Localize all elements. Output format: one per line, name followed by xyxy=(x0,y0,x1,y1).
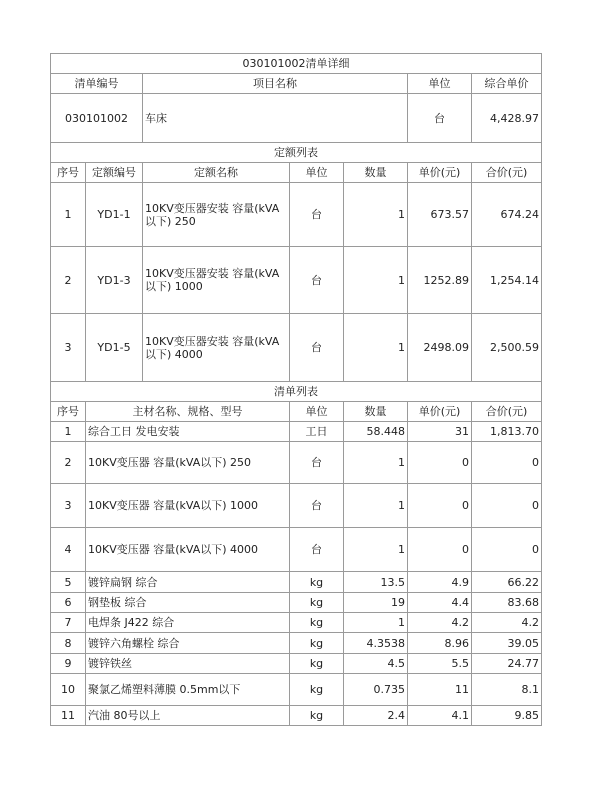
quota-row xyxy=(51,314,542,382)
material-qty: 0.735 xyxy=(344,674,408,706)
material-qty: 4.3538 xyxy=(344,633,408,654)
item-code: 030101002 xyxy=(51,94,143,143)
material-name: 10KV变压器 容量(kVA以下) 1000 xyxy=(86,484,290,528)
material-qty: 1 xyxy=(344,484,408,528)
bill-row xyxy=(51,654,542,674)
quota-code: YD1-1 xyxy=(86,183,143,247)
row-number: 11 xyxy=(51,706,86,726)
material-price: 8.96 xyxy=(408,633,472,654)
row-number: 4 xyxy=(51,528,86,572)
row-number: 6 xyxy=(51,593,86,613)
material-name: 10KV变压器 容量(kVA以下) 4000 xyxy=(86,528,290,572)
material-price: 0 xyxy=(408,442,472,484)
material-qty: 1 xyxy=(344,442,408,484)
material-unit: 工日 xyxy=(290,422,344,442)
material-name: 镀锌扁钢 综合 xyxy=(86,572,290,593)
material-name: 10KV变压器 容量(kVA以下) 250 xyxy=(86,442,290,484)
quota-price: 1252.89 xyxy=(408,247,472,314)
quota-name: 10KV变压器安装 容量(kVA以下) 1000 xyxy=(143,247,290,314)
material-name: 电焊条 J422 综合 xyxy=(86,613,290,633)
bill-row xyxy=(51,613,542,633)
bill-header-row xyxy=(51,402,542,422)
title-row xyxy=(51,54,542,74)
column-header: 主材名称、规格、型号 xyxy=(86,402,290,422)
material-unit: kg xyxy=(290,572,344,593)
item-row xyxy=(51,94,542,143)
material-unit: 台 xyxy=(290,528,344,572)
column-header: 序号 xyxy=(51,402,86,422)
row-number: 7 xyxy=(51,613,86,633)
material-unit: kg xyxy=(290,613,344,633)
material-unit: kg xyxy=(290,633,344,654)
row-number: 10 xyxy=(51,674,86,706)
row-number: 1 xyxy=(51,183,86,247)
material-unit: kg xyxy=(290,593,344,613)
column-header: 定额名称 xyxy=(143,163,290,183)
quota-unit: 台 xyxy=(290,314,344,382)
material-price: 0 xyxy=(408,484,472,528)
column-header: 合价(元) xyxy=(472,402,542,422)
bill-row xyxy=(51,706,542,726)
material-name: 钢垫板 综合 xyxy=(86,593,290,613)
quota-name: 10KV变压器安装 容量(kVA以下) 250 xyxy=(143,183,290,247)
quota-price: 2498.09 xyxy=(408,314,472,382)
material-name: 汽油 80号以上 xyxy=(86,706,290,726)
bill-row xyxy=(51,633,542,654)
material-qty: 2.4 xyxy=(344,706,408,726)
item-header-row xyxy=(51,74,542,94)
row-number: 8 xyxy=(51,633,86,654)
material-price: 4.2 xyxy=(408,613,472,633)
material-total: 4.2 xyxy=(472,613,542,633)
material-total: 8.1 xyxy=(472,674,542,706)
column-header: 定额编号 xyxy=(86,163,143,183)
bill-row xyxy=(51,528,542,572)
quota-unit: 台 xyxy=(290,247,344,314)
material-total: 9.85 xyxy=(472,706,542,726)
row-number: 2 xyxy=(51,247,86,314)
price-header: 综合单价 xyxy=(472,74,542,94)
material-total: 0 xyxy=(472,484,542,528)
material-total: 0 xyxy=(472,528,542,572)
column-header: 序号 xyxy=(51,163,86,183)
item-unit: 台 xyxy=(408,94,472,143)
column-header: 数量 xyxy=(344,402,408,422)
item-price: 4,428.97 xyxy=(472,94,542,143)
quota-price: 673.57 xyxy=(408,183,472,247)
bill-row xyxy=(51,422,542,442)
unit-header: 单位 xyxy=(408,74,472,94)
quota-section-row xyxy=(51,143,542,163)
row-number: 3 xyxy=(51,484,86,528)
quota-total: 2,500.59 xyxy=(472,314,542,382)
material-name: 综合工日 发电安装 xyxy=(86,422,290,442)
row-number: 1 xyxy=(51,422,86,442)
bill-section-row xyxy=(51,382,542,402)
column-header: 数量 xyxy=(344,163,408,183)
quota-row xyxy=(51,247,542,314)
material-unit: kg xyxy=(290,706,344,726)
quota-section-title: 定额列表 xyxy=(51,143,542,163)
column-header: 单价(元) xyxy=(408,163,472,183)
material-total: 1,813.70 xyxy=(472,422,542,442)
quota-qty: 1 xyxy=(344,314,408,382)
name-header: 项目名称 xyxy=(143,74,408,94)
row-number: 5 xyxy=(51,572,86,593)
material-qty: 19 xyxy=(344,593,408,613)
material-price: 31 xyxy=(408,422,472,442)
material-price: 11 xyxy=(408,674,472,706)
page-title: 030101002清单详细 xyxy=(51,54,542,74)
material-qty: 1 xyxy=(344,528,408,572)
quota-header-row xyxy=(51,163,542,183)
bill-row xyxy=(51,674,542,706)
quota-total: 1,254.14 xyxy=(472,247,542,314)
row-number: 9 xyxy=(51,654,86,674)
quota-qty: 1 xyxy=(344,247,408,314)
material-price: 5.5 xyxy=(408,654,472,674)
item-name: 车床 xyxy=(143,94,408,143)
material-name: 镀锌铁丝 xyxy=(86,654,290,674)
quota-code: YD1-3 xyxy=(86,247,143,314)
material-qty: 4.5 xyxy=(344,654,408,674)
material-total: 39.05 xyxy=(472,633,542,654)
quota-row xyxy=(51,183,542,247)
material-total: 24.77 xyxy=(472,654,542,674)
material-unit: kg xyxy=(290,654,344,674)
bill-row xyxy=(51,484,542,528)
row-number: 3 xyxy=(51,314,86,382)
material-price: 4.9 xyxy=(408,572,472,593)
column-header: 合价(元) xyxy=(472,163,542,183)
code-header: 清单编号 xyxy=(51,74,143,94)
quota-name: 10KV变压器安装 容量(kVA以下) 4000 xyxy=(143,314,290,382)
bill-detail-table xyxy=(50,53,542,726)
row-number: 2 xyxy=(51,442,86,484)
column-header: 单价(元) xyxy=(408,402,472,422)
material-unit: 台 xyxy=(290,484,344,528)
column-header: 单位 xyxy=(290,163,344,183)
material-name: 镀锌六角螺栓 综合 xyxy=(86,633,290,654)
material-unit: kg xyxy=(290,674,344,706)
material-price: 4.4 xyxy=(408,593,472,613)
quota-unit: 台 xyxy=(290,183,344,247)
material-name: 聚氯乙烯塑料薄膜 0.5mm以下 xyxy=(86,674,290,706)
material-qty: 13.5 xyxy=(344,572,408,593)
bill-section-title: 清单列表 xyxy=(51,382,542,402)
bill-row xyxy=(51,572,542,593)
quota-code: YD1-5 xyxy=(86,314,143,382)
material-price: 4.1 xyxy=(408,706,472,726)
material-total: 83.68 xyxy=(472,593,542,613)
material-price: 0 xyxy=(408,528,472,572)
bill-row xyxy=(51,593,542,613)
material-qty: 58.448 xyxy=(344,422,408,442)
quota-qty: 1 xyxy=(344,183,408,247)
material-total: 66.22 xyxy=(472,572,542,593)
material-unit: 台 xyxy=(290,442,344,484)
material-total: 0 xyxy=(472,442,542,484)
bill-row xyxy=(51,442,542,484)
material-qty: 1 xyxy=(344,613,408,633)
quota-total: 674.24 xyxy=(472,183,542,247)
column-header: 单位 xyxy=(290,402,344,422)
